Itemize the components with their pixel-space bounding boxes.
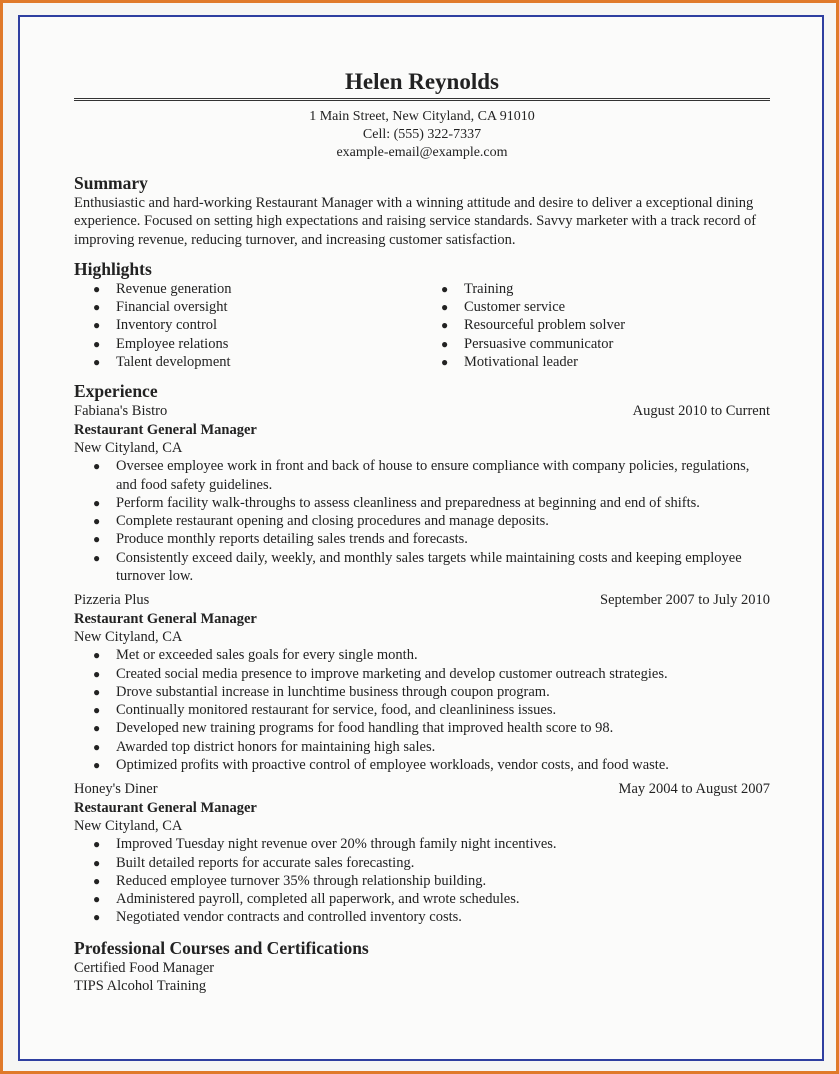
list-item: ● Produce monthly reports detailing sales trends and forecasts. [93,531,468,548]
list-item: ● Inventory control [93,317,218,334]
bullet-icon: ● [93,873,101,888]
highlights-right-column [422,280,770,371]
job-location: New Cityland, CA [74,439,183,456]
bullet-icon: ● [93,666,101,681]
contact-block [74,108,770,162]
resume-page [18,15,824,1061]
list-item: ● Administered payroll, completed all paperwork, and wrote schedules. [93,891,520,908]
job-dates: August 2010 to Current [632,403,770,420]
bullet-icon: ● [93,281,101,296]
job-dates: September 2007 to July 2010 [600,592,770,609]
bullet-icon: ● [441,355,449,370]
summary-heading: Summary [74,173,148,193]
candidate-name: Helen Reynolds [74,69,770,101]
list-item: ● Perform facility walk-throughs to assess cleanliness and preparedness at beginning and end of shifts. [93,494,700,511]
experience-heading: Experience [74,381,158,402]
bullet-icon: ● [93,300,101,315]
list-item: ● Awarded top district honors for maintaining high sales. [93,738,436,755]
certification-item: Certified Food Manager [74,959,215,976]
bullet-icon: ● [93,703,101,718]
list-item: ● Oversee employee work in front and back of house to ensure compliance with company policies, regulations, and food safety guidelines. [93,458,750,493]
bullet-icon: ● [93,355,101,370]
list-item: ● Developed new training programs for food handling that improved health score to 98. [93,720,614,737]
list-item: ● Talent development [93,354,231,371]
bullet-icon: ● [93,336,101,351]
bullet-icon: ● [93,910,101,925]
bullet-icon: ● [93,514,101,529]
highlights-list [74,280,770,371]
list-item: ● Financial oversight [93,299,228,316]
certifications-heading: Professional Courses and Certifications [74,937,369,958]
job-title: Restaurant General Manager [74,421,257,438]
bullet-icon: ● [441,300,449,315]
bullet-icon: ● [93,648,101,663]
cell-phone: Cell: (555) 322-7337 [362,127,482,142]
list-item: ● Consistently exceed daily, weekly, and monthly sales targets while maintaining costs and keeping employee turnover low. [93,549,742,585]
list-item: ● Motivational leader [441,354,578,371]
bullet-icon: ● [93,550,101,565]
list-item: ● Built detailed reports for accurate sales forecasting. [93,854,415,871]
highlights-left-column [74,280,422,371]
highlights-heading: Highlights [74,258,152,279]
list-item: ● Reduced employee turnover 35% through relationship building. [93,872,487,889]
job-header [74,591,770,609]
bullet-icon: ● [441,318,449,333]
bullet-icon: ● [93,855,101,870]
company-name: Pizzeria Plus [74,592,150,609]
job-location: New Cityland, CA [74,628,183,645]
bullet-icon: ● [441,336,449,351]
bullet-icon: ● [93,892,101,907]
list-item: ● Improved Tuesday night revenue over 20% through family night incentives. [93,836,557,853]
list-item: ● Drove substantial increase in lunchtime business through coupon program. [93,683,550,700]
job-duties [74,457,770,585]
job-duties [74,835,770,926]
list-item: ● Optimized profits with proactive control of employee workloads, vendor costs, and food waste. [93,757,669,774]
list-item: ● Continually monitored restaurant for service, food, and cleanlininess issues. [93,702,557,719]
bullet-icon: ● [93,495,101,510]
job-title: Restaurant General Manager [74,799,257,816]
list-item: ● Created social media presence to improve marketing and develop customer outreach strategies. [93,665,668,682]
job-entry [74,591,770,774]
job-entry [74,402,770,585]
company-name: Fabiana's Bistro [74,403,168,420]
job-entry [74,780,770,926]
company-name: Honey's Diner [74,781,158,798]
list-item: ● Training [441,280,514,297]
list-item: ● Persuasive communicator [441,335,614,352]
job-location: New Cityland, CA [74,817,183,834]
list-item: ● Negotiated vendor contracts and controlled inventory costs. [93,909,462,926]
list-item: ● Resourceful problem solver [441,317,626,334]
job-title: Restaurant General Manager [74,610,257,627]
bullet-icon: ● [93,459,101,474]
list-item: ● Met or exceeded sales goals for every single month. [93,647,418,664]
list-item: ● Customer service [441,299,566,316]
bullet-icon: ● [93,532,101,547]
list-item: ● Employee relations [93,335,229,352]
job-duties [74,646,770,774]
summary-text: Enthusiastic and hard-working Restaurant Manager with a winning attitude and desire to deliver a exceptional dining experience. Focused on setting high expectations and raising service standards. Savvy marketer with a track record of improving revenue, reducing turnover, and increasing customer satisfaction. [74,195,757,248]
document-background [3,3,836,1071]
resume-content [74,69,770,995]
job-dates: May 2004 to August 2007 [618,781,770,798]
list-item: ● Complete restaurant opening and closing procedures and manage deposits. [93,513,549,530]
certification-item: TIPS Alcohol Training [74,977,207,994]
bullet-icon: ● [93,739,101,754]
address: 1 Main Street, New Cityland, CA 91010 [309,109,535,124]
job-header [74,780,770,798]
bullet-icon: ● [93,721,101,736]
bullet-icon: ● [93,318,101,333]
email: example-email@example.com [336,145,508,160]
bullet-icon: ● [93,837,101,852]
bullet-icon: ● [93,684,101,699]
job-header [74,402,770,420]
list-item: ● Revenue generation [93,280,232,297]
bullet-icon: ● [93,758,101,773]
bullet-icon: ● [441,281,449,296]
